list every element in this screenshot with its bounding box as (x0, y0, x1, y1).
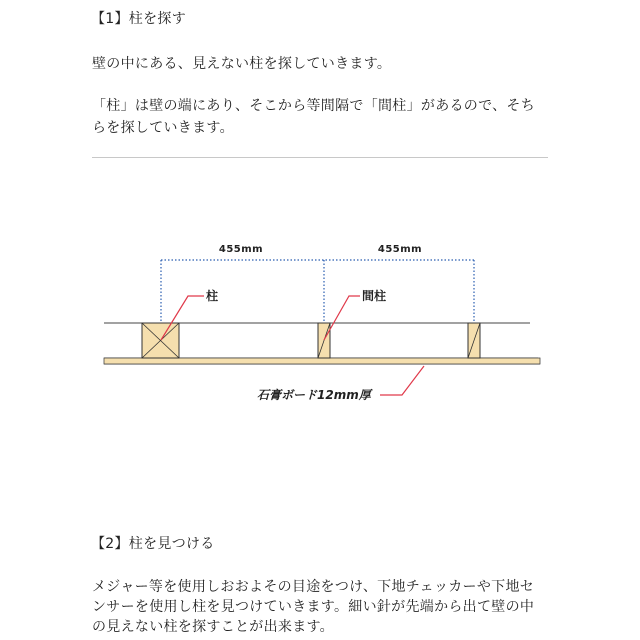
section2-paragraph-line-3: の見えない柱を探すことが出来ます。 (92, 619, 334, 635)
section1-heading: 【1】柱を探す (91, 11, 187, 27)
section1-paragraph-2-line-2: らを探していきます。 (92, 120, 234, 136)
leader-line-board (380, 366, 424, 395)
section2-heading: 【2】柱を見つける (91, 536, 215, 552)
section1-paragraph-1: 壁の中にある、見えない柱を探していきます。 (92, 56, 392, 72)
label-pillar: 柱 (206, 289, 219, 303)
label-gypsum-board: 石膏ボード12mm厚 (257, 388, 371, 402)
stud-1 (318, 323, 330, 358)
section1-paragraph-2-line-1: 「柱」は壁の端にあり、そこから等間隔で「間柱」があるので、そち (92, 98, 536, 114)
section2-paragraph-line-2: ンサーを使用し柱を見つけていきます。細い針が先端から出て壁の中 (92, 599, 535, 615)
section2-paragraph-line-1: メジャー等を使用しおおよその目途をつけ、下地チェッカーや下地セ (92, 579, 535, 595)
pillar (142, 323, 179, 358)
dimension-label-left: 455mm (218, 244, 264, 255)
gypsum-board (104, 358, 540, 364)
leader-lines (161, 296, 424, 395)
label-stud: 間柱 (362, 289, 387, 303)
stud-2 (468, 323, 480, 358)
dimension-label-right: 455mm (377, 244, 423, 255)
